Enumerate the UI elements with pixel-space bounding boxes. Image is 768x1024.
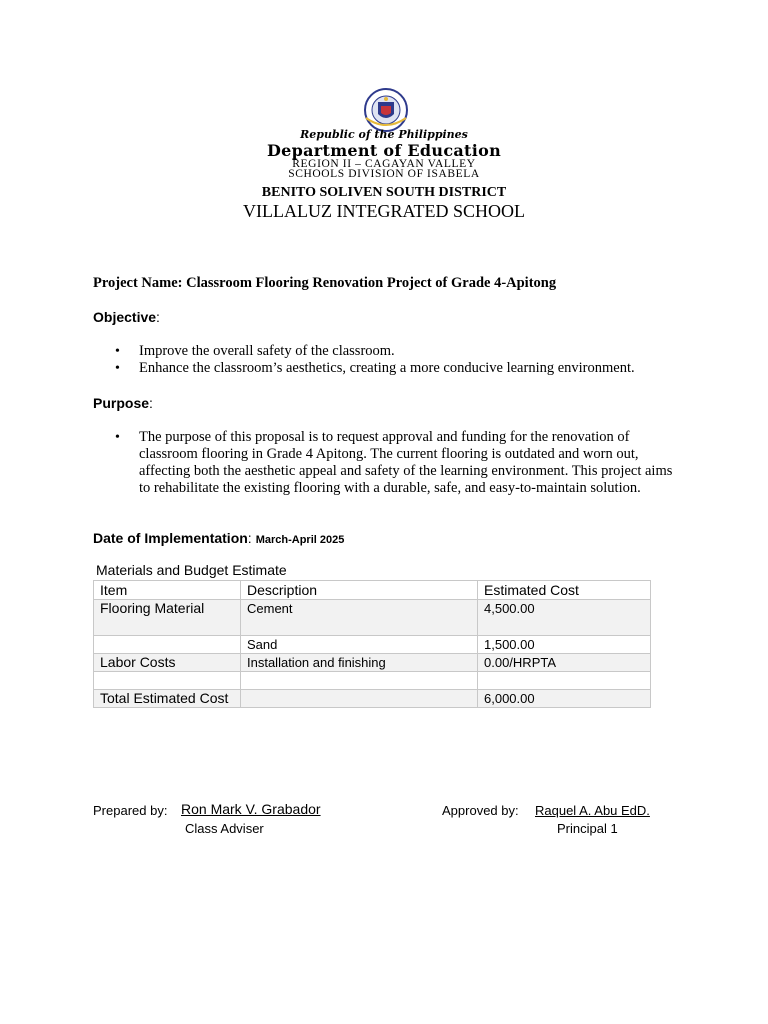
cell-item: Total Estimated Cost xyxy=(94,690,241,708)
table-header-row xyxy=(94,581,651,600)
approved-by-name: Raquel A. Abu EdD. xyxy=(535,803,650,818)
district-line: BENITO SOLIVEN SOUTH DISTRICT xyxy=(261,185,507,200)
prepared-by-label: Prepared by: xyxy=(93,803,168,818)
cell-cost xyxy=(478,672,651,690)
budget-table xyxy=(93,580,651,708)
cell-item xyxy=(94,636,241,654)
list-item xyxy=(93,343,635,360)
implementation-value: March-April 2025 xyxy=(255,534,345,546)
purpose-item-text: The purpose of this proposal is to request approval and funding for the renovation of classroom flooring in Grade 4 Apitong. The current flooring is outdated and worn out, affecting both the aesthetic appeal and safety of the learning environment. This project aims to rehabilitate the existing flooring with a durable, safe, and easy-to-maintain solution. xyxy=(139,429,673,496)
purpose-heading-text: Purpose xyxy=(93,395,150,411)
approved-by-label: Approved by: xyxy=(442,803,519,818)
table-row xyxy=(94,672,651,690)
table-row xyxy=(94,636,651,654)
project-title: Classroom Flooring Renovation Project of Grade 4-Apitong xyxy=(186,275,557,291)
purpose-heading: Purpose: xyxy=(93,395,153,411)
cell-description: Cement xyxy=(241,600,478,636)
cell-description: Installation and finishing xyxy=(241,654,478,672)
bullet-icon: • xyxy=(115,361,120,376)
school-name: VILLALUZ INTEGRATED SCHOOL xyxy=(243,201,525,221)
list-item xyxy=(93,429,679,497)
cell-description xyxy=(241,690,478,708)
list-item xyxy=(93,360,635,377)
objective-heading-text: Objective xyxy=(93,309,157,325)
cell-cost: 4,500.00 xyxy=(478,600,651,636)
budget-title: Materials and Budget Estimate xyxy=(96,562,287,578)
objective-item-text: Improve the overall safety of the classroom. xyxy=(139,343,395,359)
cell-item: Labor Costs xyxy=(94,654,241,672)
cell-description xyxy=(241,672,478,690)
project-label: Project Name: xyxy=(93,275,183,291)
objective-heading: Objective: xyxy=(93,309,160,325)
prepared-by-role: Class Adviser xyxy=(185,821,264,836)
prepared-by-name: Ron Mark V. Grabador xyxy=(181,801,321,817)
project-name xyxy=(93,275,556,292)
department-line: Department of Education xyxy=(266,141,502,160)
bullet-icon: • xyxy=(115,344,120,359)
header-item: Item xyxy=(94,581,241,600)
implementation-heading: Date of Implementation xyxy=(93,530,248,546)
objective-list xyxy=(93,343,635,377)
cell-item: Flooring Material xyxy=(94,600,241,636)
cell-cost: 1,500.00 xyxy=(478,636,651,654)
header-description: Description xyxy=(241,581,478,600)
region-line: REGION II – CAGAYAN VALLEY xyxy=(292,158,476,170)
table-row-total xyxy=(94,690,651,708)
implementation-date: Date of Implementation: March-April 2025 xyxy=(93,530,345,546)
republic-line: Republic of the Philippines xyxy=(300,128,468,141)
deped-seal-icon xyxy=(352,88,420,132)
header-estimated-cost: Estimated Cost xyxy=(478,581,651,600)
division-line: SCHOOLS DIVISION OF ISABELA xyxy=(288,168,480,180)
cell-cost: 6,000.00 xyxy=(478,690,651,708)
purpose-list xyxy=(93,429,679,497)
cell-cost: 0.00/HRPTA xyxy=(478,654,651,672)
cell-description: Sand xyxy=(241,636,478,654)
bullet-icon: • xyxy=(115,430,120,445)
table-row xyxy=(94,600,651,636)
approved-by-role: Principal 1 xyxy=(557,821,618,836)
table-row xyxy=(94,654,651,672)
cell-item xyxy=(94,672,241,690)
objective-item-text: Enhance the classroom’s aesthetics, creating a more conducive learning environment. xyxy=(139,360,635,376)
